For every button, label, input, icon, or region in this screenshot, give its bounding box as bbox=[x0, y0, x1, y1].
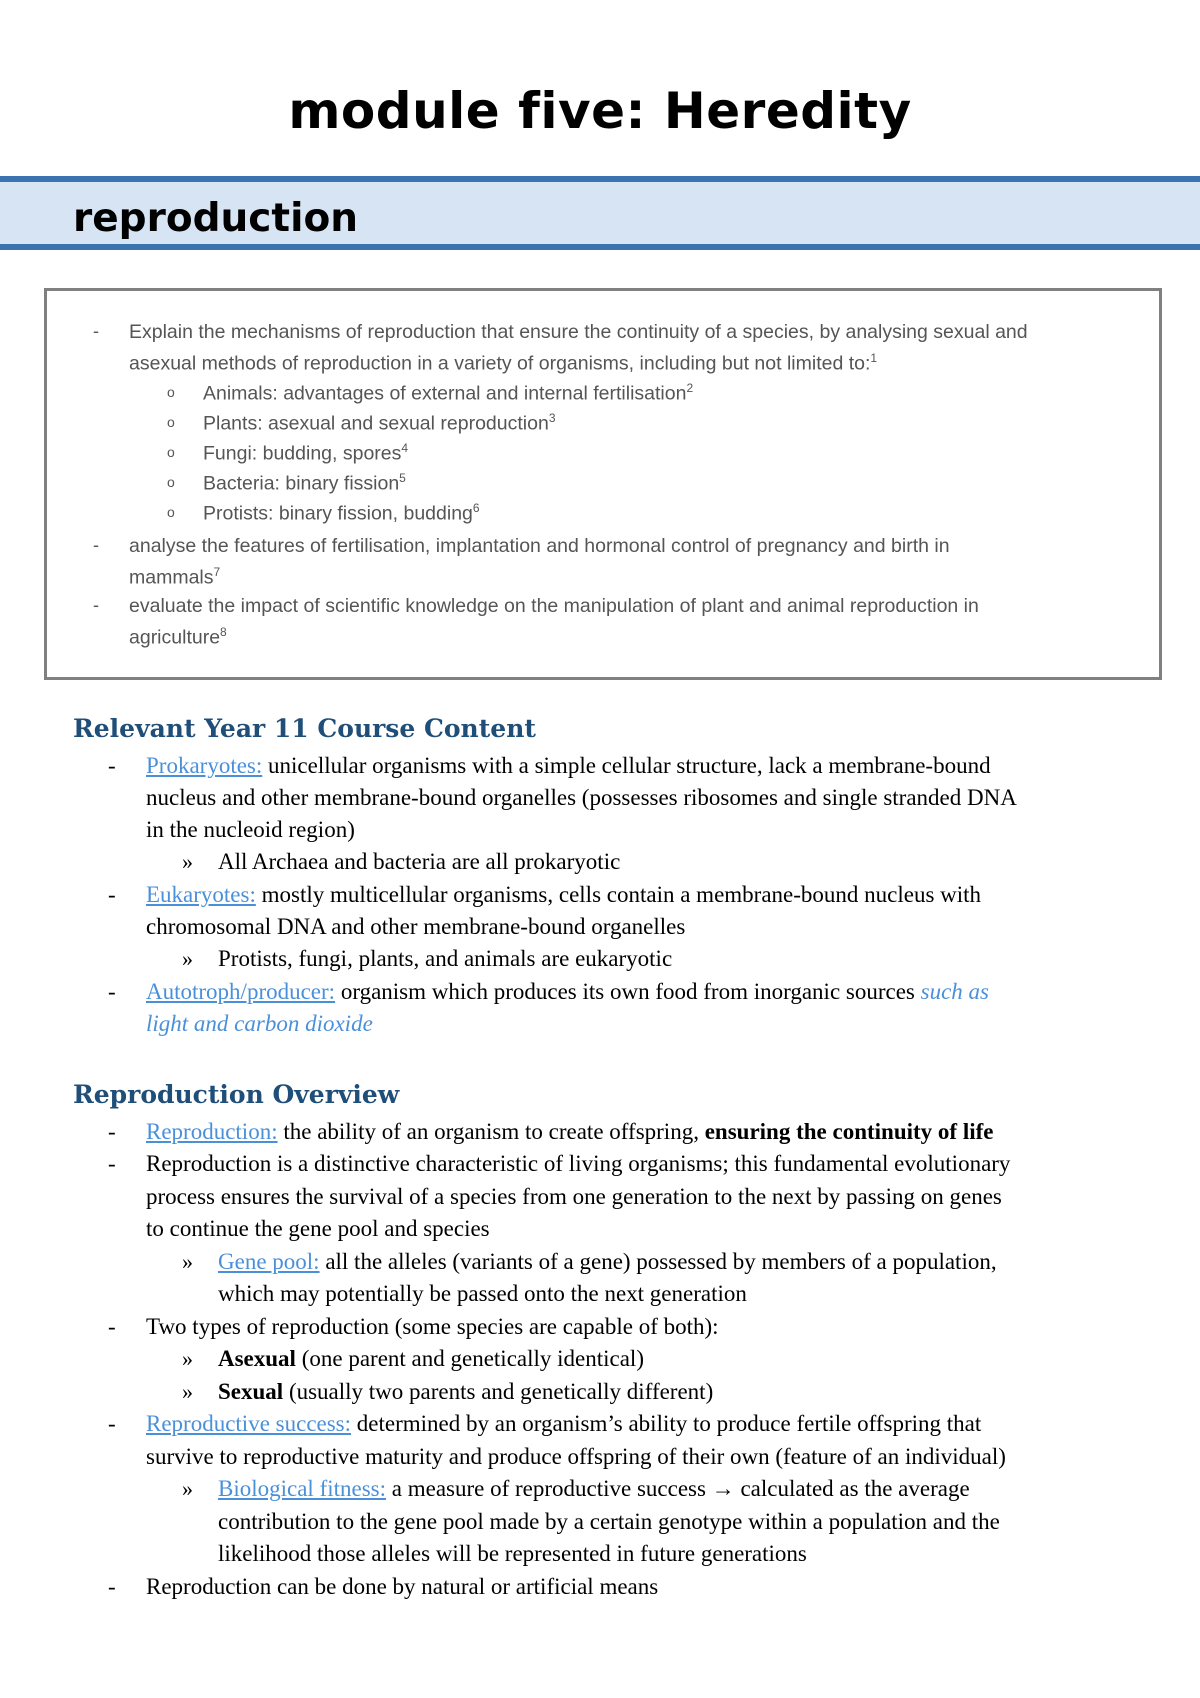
list-item-cont: to continue the gene pool and species bbox=[146, 1216, 490, 1241]
chevron-bullet-icon: » bbox=[182, 946, 193, 971]
sub-item: Protists, fungi, plants, and animals are eukaryotic bbox=[218, 946, 673, 971]
sub-item: Asexual (one parent and genetically identical) bbox=[218, 1346, 644, 1371]
dash-marker: - bbox=[93, 535, 99, 555]
term-eukaryotes: Eukaryotes: bbox=[146, 882, 256, 907]
dash-marker: - bbox=[108, 1314, 116, 1339]
dash-marker: - bbox=[108, 1574, 116, 1599]
list-item-cont: light and carbon dioxide bbox=[146, 1011, 373, 1036]
sub-item: All Archaea and bacteria are all prokaryotic bbox=[218, 849, 621, 874]
dash-marker: - bbox=[108, 1411, 116, 1436]
list-item-cont: nucleus and other membrane-bound organelles (possesses ribosomes and single stranded DNA bbox=[146, 785, 1017, 810]
circle-bullet-icon: o bbox=[167, 504, 175, 520]
sub-item-cont: likelihood those alleles will be represented in future generations bbox=[218, 1541, 807, 1566]
overview-heading: Reproduction Overview bbox=[73, 1080, 400, 1109]
footnote-ref: 4 bbox=[401, 441, 409, 455]
sub-item-cont: contribution to the gene pool made by a certain genotype within a population and the bbox=[218, 1509, 1000, 1534]
outcome-subline: Fungi: budding, spores$^4$ bbox=[203, 441, 409, 465]
footnote-ref: 5 bbox=[399, 471, 406, 485]
chevron-bullet-icon: » bbox=[182, 1476, 193, 1501]
list-item-cont: in the nucleoid region) bbox=[146, 817, 355, 842]
footnote-ref: 3 bbox=[548, 411, 556, 425]
outcome-line: asexual methods of reproduction in a variety of organisms, including but not limited to:$^1$ bbox=[129, 351, 878, 375]
syllabus-outcomes-box bbox=[44, 288, 1162, 680]
list-item-cont: chromosomal DNA and other membrane-bound organelles bbox=[146, 914, 686, 939]
dash-marker: - bbox=[108, 882, 116, 907]
list-item-cont: survive to reproductive maturity and produce offspring of their own (feature of an individual) bbox=[146, 1444, 1006, 1469]
outcome-line: analyse the features of fertilisation, implantation and hormonal control of pregnancy and birth in bbox=[129, 535, 950, 557]
list-item-cont: process ensures the survival of a species from one generation to the next by passing on genes bbox=[146, 1184, 1002, 1209]
chevron-bullet-icon: » bbox=[182, 1379, 193, 1404]
dash-marker: - bbox=[108, 1151, 116, 1176]
footnote-ref: 2 bbox=[686, 381, 694, 395]
sub-item: Biological fitness: a measure of reproductive success → calculated as the average bbox=[218, 1476, 970, 1501]
outcome-subline: Bacteria: binary fission$^5$ bbox=[203, 471, 406, 495]
outcome-subline: Plants: asexual and sexual reproduction$^3$ bbox=[203, 411, 556, 435]
dash-marker: - bbox=[108, 1119, 116, 1144]
outcome-line: mammals$^7$ bbox=[129, 565, 221, 589]
term-gene-pool: Gene pool: bbox=[218, 1249, 320, 1274]
footnote-ref: 6 bbox=[472, 501, 480, 515]
list-item: Reproduction: the ability of an organism to create offspring, ensuring the continuity of life bbox=[146, 1119, 994, 1144]
list-item: Reproductive success: determined by an organism’s ability to produce fertile offspring that bbox=[146, 1411, 982, 1436]
outcome-line: agriculture$^8$ bbox=[129, 625, 227, 649]
sub-item: Gene pool: all the alleles (variants of a gene) possessed by members of a population, bbox=[218, 1249, 997, 1274]
chevron-bullet-icon: » bbox=[182, 849, 193, 874]
footnote-ref: 7 bbox=[213, 565, 221, 579]
circle-bullet-icon: o bbox=[167, 414, 175, 430]
list-item: Reproduction can be done by natural or artificial means bbox=[146, 1574, 659, 1599]
dash-marker: - bbox=[93, 321, 99, 341]
term-reproduction: Reproduction: bbox=[146, 1119, 278, 1144]
circle-bullet-icon: o bbox=[167, 444, 175, 460]
footnote-ref: 8 bbox=[220, 625, 227, 639]
outcome-line: evaluate the impact of scientific knowledge on the manipulation of plant and animal reproduction in bbox=[129, 595, 979, 617]
term-biological-fitness: Biological fitness: bbox=[218, 1476, 387, 1501]
term-prokaryotes: Prokaryotes: bbox=[146, 753, 263, 778]
outcome-subline: Protists: binary fission, budding$^6$ bbox=[203, 501, 480, 525]
outcome-subline: Animals: advantages of external and internal fertilisation$^2$ bbox=[203, 381, 694, 405]
list-item: Eukaryotes: mostly multicellular organisms, cells contain a membrane-bound nucleus with bbox=[146, 882, 982, 907]
term-reproductive-success: Reproductive success: bbox=[146, 1411, 352, 1436]
outcome-line: Explain the mechanisms of reproduction that ensure the continuity of a species, by analysing sexual and bbox=[129, 321, 1028, 343]
list-item: Two types of reproduction (some species are capable of both): bbox=[146, 1314, 719, 1339]
dash-marker: - bbox=[108, 753, 116, 778]
footnote-ref: 1 bbox=[870, 351, 878, 365]
list-item: Prokaryotes: unicellular organisms with a simple cellular structure, lack a membrane-bound bbox=[146, 753, 991, 778]
section-title: reproduction bbox=[73, 196, 358, 241]
dash-marker: - bbox=[93, 595, 99, 615]
list-item: Reproduction is a distinctive characteristic of living organisms; this fundamental evolutionary bbox=[146, 1151, 1011, 1176]
y11-heading: Relevant Year 11 Course Content bbox=[73, 714, 536, 743]
section-banner bbox=[0, 176, 1200, 250]
circle-bullet-icon: o bbox=[167, 384, 175, 400]
list-item: Autotroph/producer: organism which produces its own food from inorganic sources such as bbox=[146, 979, 989, 1004]
dash-marker: - bbox=[108, 979, 116, 1004]
sub-item: Sexual (usually two parents and genetically different) bbox=[218, 1379, 714, 1404]
page-title: module five: Heredity bbox=[288, 82, 912, 140]
sub-item-cont: which may potentially be passed onto the next generation bbox=[218, 1281, 747, 1306]
term-autotroph: Autotroph/producer: bbox=[146, 979, 336, 1004]
chevron-bullet-icon: » bbox=[182, 1346, 193, 1371]
chevron-bullet-icon: » bbox=[182, 1249, 193, 1274]
circle-bullet-icon: o bbox=[167, 474, 175, 490]
